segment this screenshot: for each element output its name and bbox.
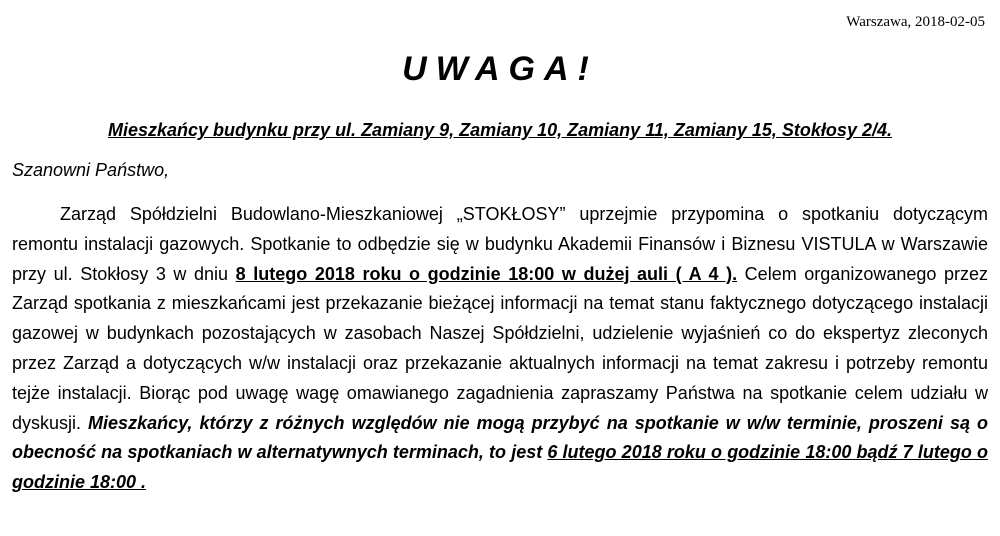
- alternative-notice: Mieszkańcy, którzy z różnych względów nie mogą przybyć na spotkanie w w/w terminie, proszeni są o obecność na spotkaniach w alternatywnych terminach, to jest: [12, 412, 988, 463]
- addressee-line: Mieszkańcy budynku przy ul. Zamiany 9, Zamiany 10, Zamiany 11, Zamiany 15, Stokłosy 2/4.: [108, 120, 892, 140]
- meeting-date: 8 lutego 2018 roku o godzinie 18:00 w dużej auli ( A 4 ).: [235, 263, 738, 284]
- paragraph-purpose: Celem organizowanego przez Zarząd spotkania z mieszkańcami jest przekazanie bieżącej informacji na temat stanu faktycznego dotyczącego instalacji gazowej w budynkach pozostających w zasobach Naszej Spółdzielni, udzielenie wyjaśnień co do ekspertyz zleconych przez Zarząd a dotyczących w/w instalacji oraz przekazanie aktualnych informacji na temat zakresu i potrzeby remontu tejże instalacji. Biorąc pod uwagę wagę omawianego zagadnienia zapraszamy Państwa na spotkanie celem udziału w dyskusji.: [12, 263, 988, 433]
- letter-body: [12, 200, 988, 498]
- document-date: Warszawa, 2018-02-05: [846, 14, 985, 30]
- paragraph-intro: Zarząd Spółdzielni Budowlano-Mieszkaniowej „STOKŁOSY” uprzejmie przypomina o spotkaniu dotyczącym remontu instalacji gazowych. Spotkanie to odbędzie się w budynku Akademii Finansów i Biznesu VISTULA w Warszawie przy ul. Stokłosy 3 w dniu: [12, 204, 988, 284]
- greeting: Szanowni Państwo,: [12, 160, 170, 180]
- alternative-dates: 6 lutego 2018 roku o godzinie 18:00 bądź 7 lutego o godzinie 18:00 .: [12, 442, 988, 493]
- page-title: UWAGA!: [402, 50, 598, 88]
